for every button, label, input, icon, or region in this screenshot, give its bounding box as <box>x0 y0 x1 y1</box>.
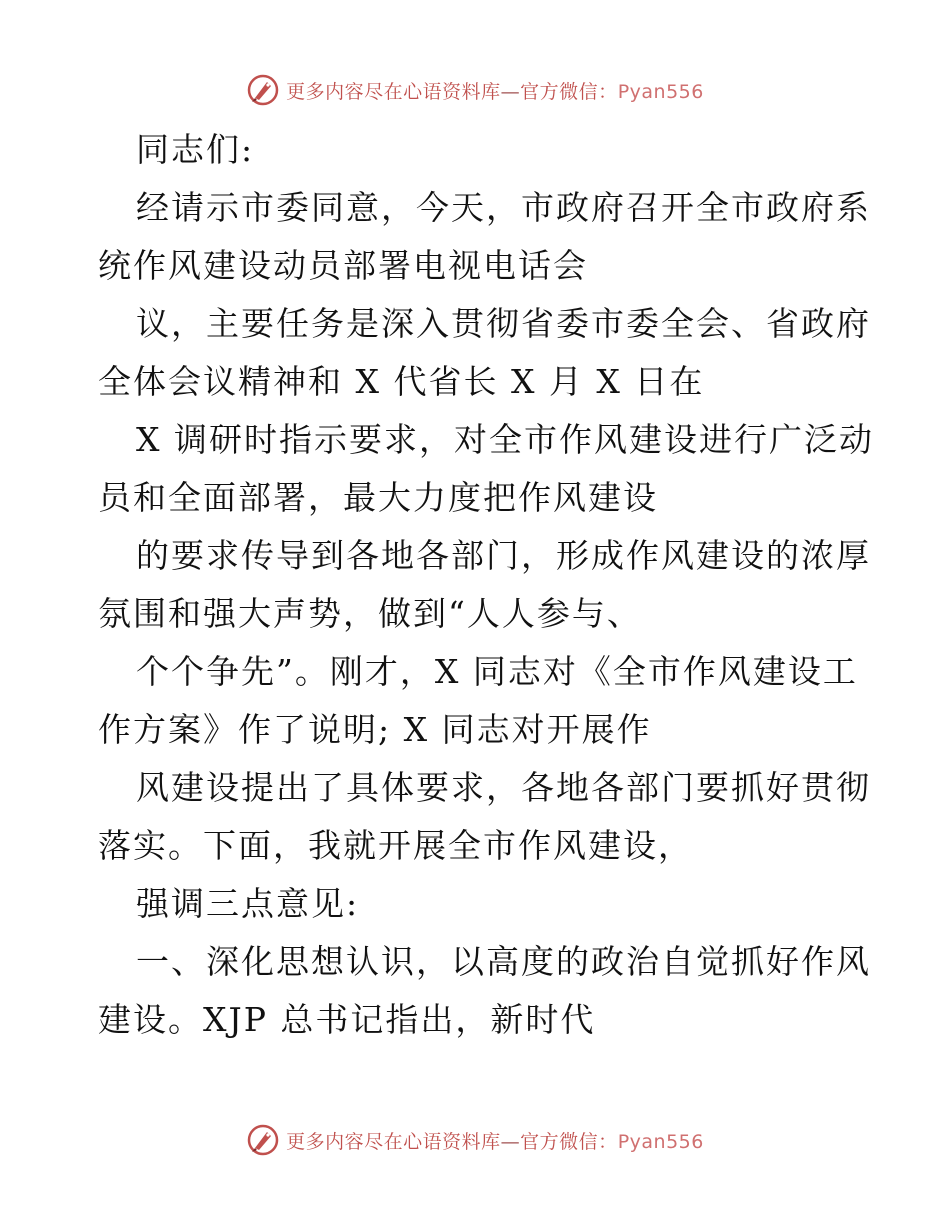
pen-nib-logo-icon <box>246 73 280 107</box>
watermark-main: 更多内容尽在心语资料库 <box>286 1130 501 1153</box>
doc-line-8: 的要求传导到各地各部门，形成作风建设的浓厚 <box>136 536 871 575</box>
doc-line-16: 建设。XJP 总书记指出，新时代 <box>98 1000 596 1039</box>
doc-line-13: 落实。下面，我就开展全市作风建设， <box>98 826 693 865</box>
watermark-banner-top <box>0 72 950 108</box>
watermark-separator: — <box>500 80 521 103</box>
watermark-banner-bottom <box>0 1122 950 1158</box>
watermark-separator: — <box>500 1130 521 1153</box>
doc-line-14: 强调三点意见: <box>136 884 360 923</box>
doc-line-4: 议，主要任务是深入贯彻省委市委全会、省政府 <box>136 304 871 343</box>
doc-line-1: 同志们: <box>136 130 255 169</box>
pen-nib-logo-icon <box>246 1123 280 1157</box>
doc-line-6: X 调研时指示要求，对全市作风建设进行广泛动 <box>136 420 874 459</box>
doc-line-3: 统作风建设动员部署电视电话会 <box>98 246 588 285</box>
watermark-wechat-label: 官方微信： <box>520 1130 618 1153</box>
doc-line-2: 经请示市委同意，今天，市政府召开全市政府系 <box>136 188 871 227</box>
doc-line-10: 个个争先”。刚才，X 同志对《全市作风建设工 <box>136 652 858 691</box>
watermark-wechat-label: 官方微信： <box>520 80 618 103</box>
watermark-main: 更多内容尽在心语资料库 <box>286 80 501 103</box>
doc-line-12: 风建设提出了具体要求，各地各部门要抓好贯彻 <box>136 768 871 807</box>
watermark-text <box>286 1127 704 1154</box>
doc-line-11: 作方案》作了说明; X 同志对开展作 <box>98 710 652 749</box>
doc-line-15: 一、深化思想认识，以高度的政治自觉抓好作风 <box>136 942 871 981</box>
watermark-text <box>286 77 704 104</box>
watermark-wechat-id: Pyan556 <box>617 1130 704 1153</box>
doc-line-7: 员和全面部署，最大力度把作风建设 <box>98 478 658 517</box>
watermark-wechat-id: Pyan556 <box>617 80 704 103</box>
doc-line-5: 全体会议精神和 X 代省长 X 月 X 日在 <box>98 362 705 401</box>
doc-line-9: 氛围和强大声势，做到“人人参与、 <box>98 594 642 633</box>
